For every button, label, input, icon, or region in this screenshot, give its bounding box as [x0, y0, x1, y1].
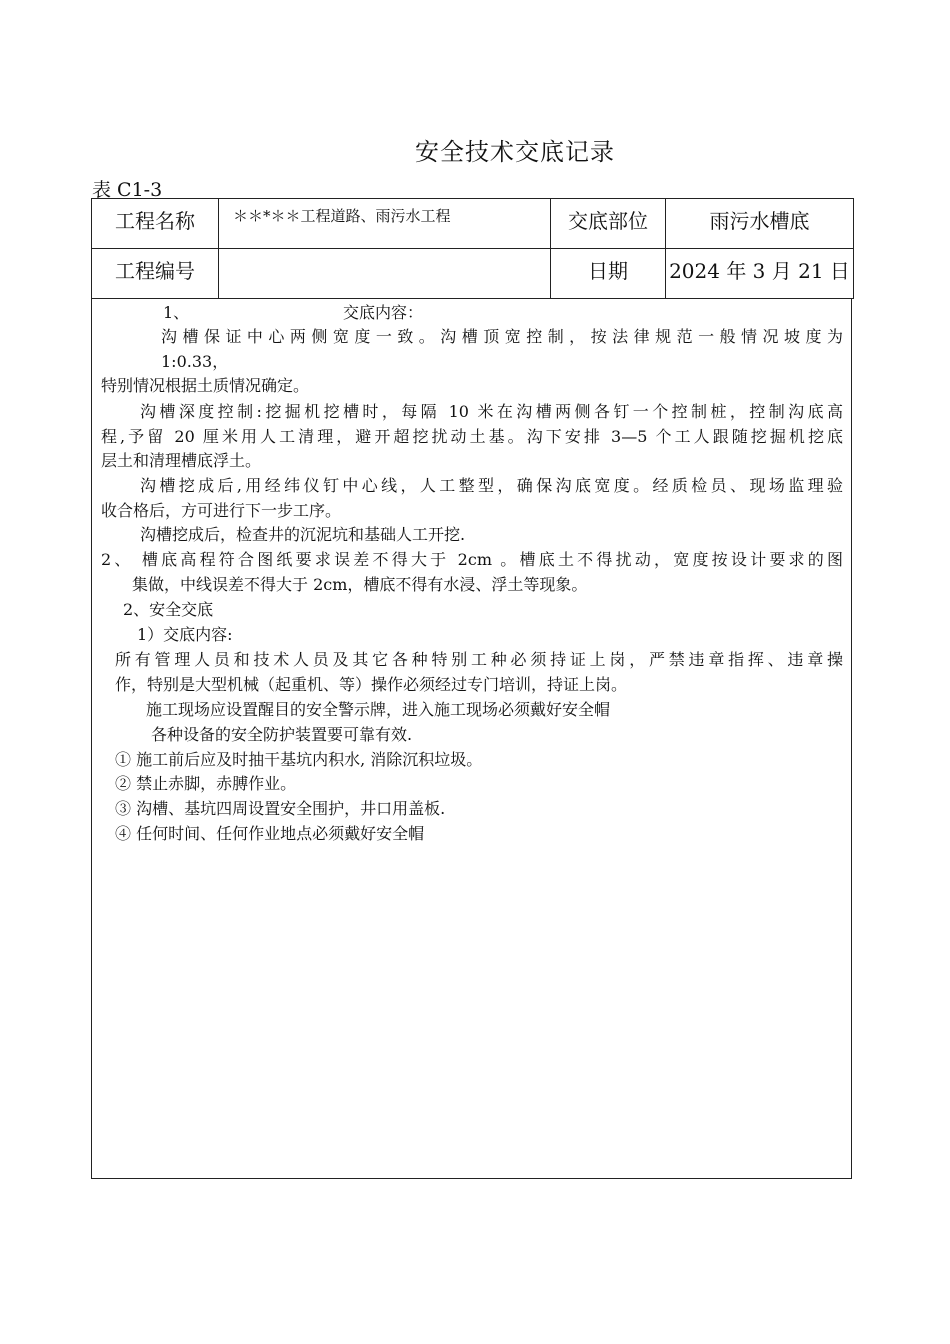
section-2-heading: 2、安全交底	[123, 600, 214, 619]
header-table	[91, 198, 854, 299]
list-item: ② 禁止赤脚，赤膊作业。	[115, 774, 297, 793]
content-line: 所有管理人员和技术人员及其它各种特别工种必须持证上岗，严禁违章指挥、违章操	[115, 650, 843, 669]
content-line: 沟槽保证中心两侧宽度一致。沟槽顶宽控制，按法律规范一般情况坡度为	[161, 327, 843, 346]
location-value: 雨污水槽底	[666, 199, 854, 249]
date-value: 2024 年 3 月 21 日	[666, 249, 854, 299]
content-line: 收合格后，方可进行下一步工序。	[101, 501, 342, 520]
list-item: ① 施工前后应及时抽干基坑内积水, 消除沉积垃圾。	[115, 750, 483, 769]
content-line: 程,予留 20 厘米用人工清理，避开超挖扰动土基。沟下安排 3—5 个工人跟随挖掘机挖底	[101, 427, 843, 446]
date-label: 日期	[551, 249, 666, 299]
content-line: 施工现场应设置醒目的安全警示牌，进入施工现场必须戴好安全帽	[146, 700, 611, 719]
content-line: 特别情况根据土质情况确定。	[101, 376, 310, 395]
content-line: 集做，中线误差不得大于 2cm，槽底不得有水浸、浮土等现象。	[132, 575, 588, 594]
page-title: 安全技术交底记录	[415, 138, 615, 166]
content-line: 各种设备的安全防护装置要可靠有效.	[151, 725, 413, 744]
content-line: 沟槽深度控制:挖掘机挖槽时，每隔 10 米在沟槽两侧各钉一个控制桩，控制沟底高	[140, 402, 843, 421]
content-line: 沟槽挖成后，检查井的沉泥坑和基础人工开挖.	[140, 525, 466, 544]
content-line: 1:0.33，	[161, 352, 229, 371]
content-line: 作，特别是大型机械（起重机、等）操作必须经过专门培训，持证上岗。	[115, 675, 628, 694]
project-name-value: ＊＊*＊＊工程道路、雨污水工程	[219, 199, 551, 249]
content-line: 2、 槽底高程符合图纸要求误差不得大于 2cm 。槽底土不得扰动，宽度按设计要求的图	[101, 550, 843, 569]
section-1-heading: 交底内容：	[343, 303, 424, 322]
list-item: ③ 沟槽、基坑四周设置安全围护，井口用盖板.	[115, 799, 446, 818]
project-no-label: 工程编号	[92, 249, 219, 299]
project-no-value	[219, 249, 551, 299]
content-line: 1）交底内容:	[137, 625, 233, 644]
section-1-number: 1、	[163, 303, 190, 322]
location-label: 交底部位	[551, 199, 666, 249]
form-number: 表 C1-3	[92, 179, 163, 201]
content-line: 层土和清理槽底浮土。	[101, 451, 262, 470]
content-line: 沟槽挖成后,用经纬仪钉中心线，人工整型，确保沟底宽度。经质检员、现场监理验	[140, 476, 843, 495]
list-item: ④ 任何时间、任何作业地点必须戴好安全帽	[115, 824, 425, 843]
project-name-label: 工程名称	[92, 199, 219, 249]
